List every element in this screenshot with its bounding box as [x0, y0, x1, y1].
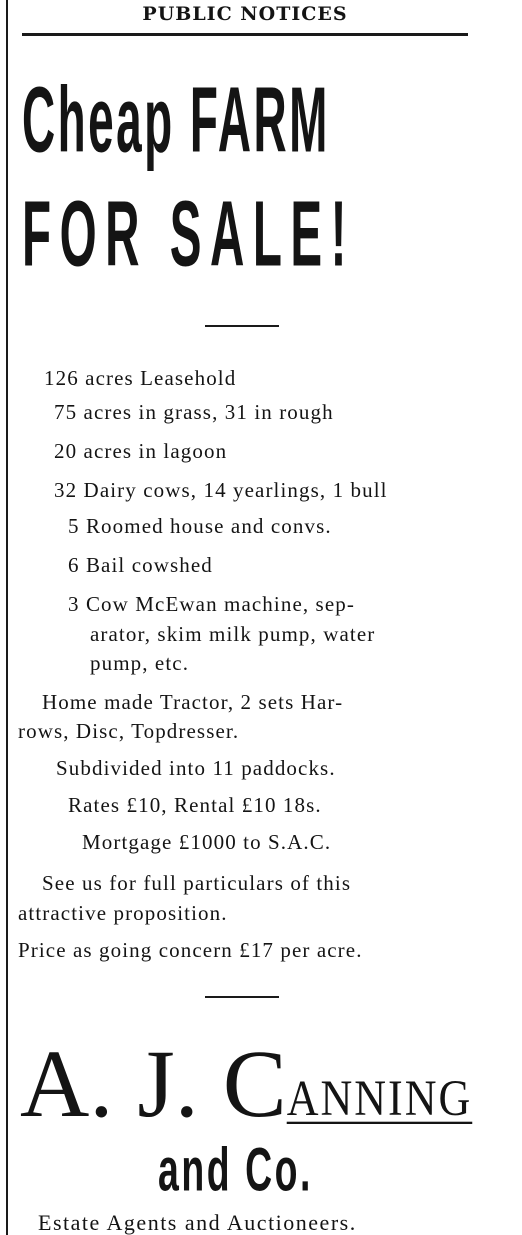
notice-line: attractive proposition.: [18, 901, 228, 925]
notice-line: pump, etc.: [90, 651, 190, 675]
notice-line: 20 acres in lagoon: [54, 439, 228, 463]
notice-line: See us for full particulars of this: [42, 871, 352, 895]
notice-line: 32 Dairy cows, 14 yearlings, 1 bull: [54, 478, 388, 502]
headline-line-2: FOR SALE!: [22, 181, 356, 286]
left-column-rule: [6, 0, 8, 1235]
notice-line: Rates £10, Rental £10 18s.: [68, 793, 322, 817]
company-name: [20, 1030, 473, 1137]
notice-line: Price as going concern £17 per acre.: [18, 938, 363, 962]
section-title: PUBLIC NOTICES: [142, 3, 348, 25]
notice-line: 3 Cow McEwan machine, sep-: [68, 592, 355, 616]
notice-line: Home made Tractor, 2 sets Har-: [42, 690, 344, 714]
notice-line: Mortgage £1000 to S.A.C.: [82, 830, 332, 854]
notice-line: Subdivided into 11 paddocks.: [56, 756, 336, 780]
divider-rule: [205, 325, 279, 327]
notice-line: 6 Bail cowshed: [68, 553, 213, 577]
notice-line: rows, Disc, Topdresser.: [18, 719, 240, 743]
company-name-prefix: A. J. C: [20, 1030, 287, 1137]
company-name-rest: ANNING: [286, 1069, 473, 1127]
divider-rule: [205, 996, 279, 998]
notice-line: arator, skim milk pump, water: [90, 622, 376, 646]
title-rule: [22, 33, 468, 36]
notice-line: 126 acres Leasehold: [44, 366, 237, 390]
company-and-co: and Co.: [158, 1135, 313, 1205]
notice-line: 5 Roomed house and convs.: [68, 514, 332, 538]
notice-line: 75 acres in grass, 31 in rough: [54, 400, 334, 424]
company-tagline: Estate Agents and Auctioneers.: [38, 1210, 357, 1235]
headline-line-1: Cheap FARM: [22, 67, 330, 172]
